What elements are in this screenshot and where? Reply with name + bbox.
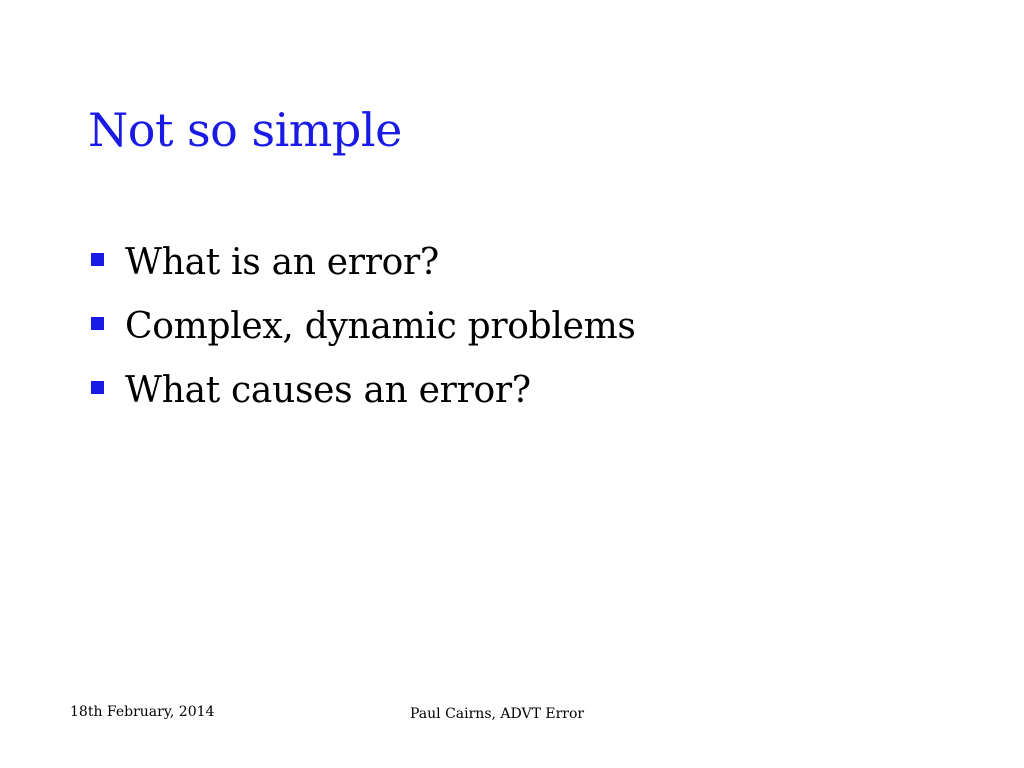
footer-author: Paul Cairns, ADVT Error [410, 706, 585, 722]
square-bullet-icon [91, 317, 104, 330]
bullet-text: What is an error? [125, 241, 439, 283]
square-bullet-icon [91, 253, 104, 266]
square-bullet-icon [91, 381, 104, 394]
bullet-text: Complex, dynamic problems [125, 305, 636, 347]
slide-title: Not so simple [88, 103, 402, 157]
footer-date: 18th February, 2014 [70, 704, 215, 720]
bullet-item [88, 358, 636, 422]
bullet-text: What causes an error? [125, 369, 531, 411]
bullet-list [88, 230, 636, 422]
bullet-item [88, 230, 636, 294]
bullet-item [88, 294, 636, 358]
